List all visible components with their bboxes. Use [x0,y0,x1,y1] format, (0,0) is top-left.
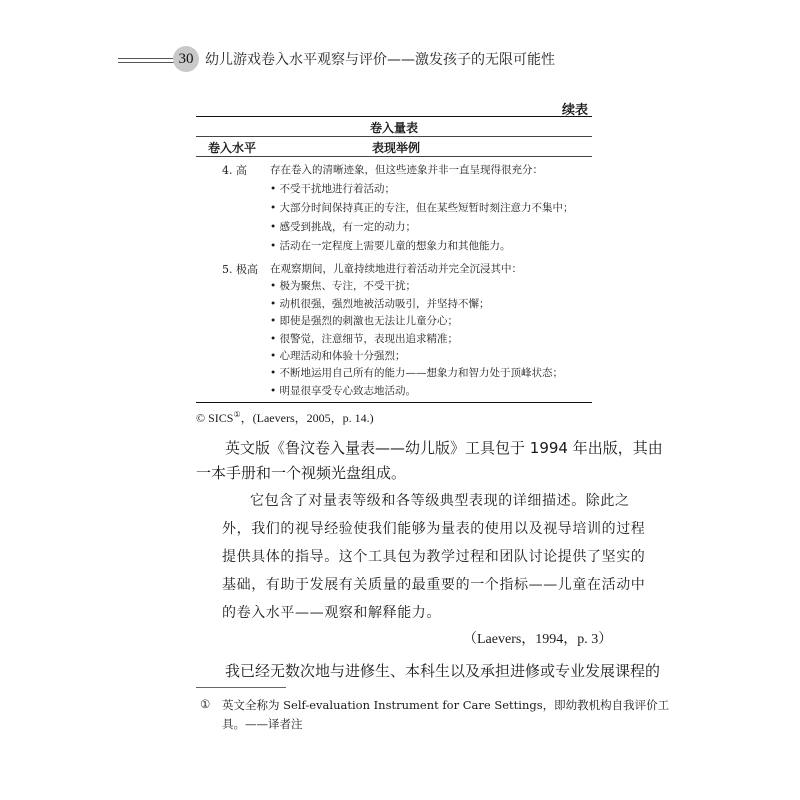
table-top-rule [196,116,592,117]
table-row-line: • 极为聚焦、专注，不受干扰； [270,280,417,293]
table-header-rule [196,156,592,157]
header-rule [118,58,176,59]
quote-line: 它包含了对量表等级和各等级典型表现的详细描述。除此之 [250,493,630,509]
running-title: 幼儿游戏卷入水平观察与评价——激发孩子的无限可能性 [205,52,555,68]
table-row-line: • 心理活动和体验十分强烈； [270,350,406,362]
page-number: 30 [173,46,199,72]
footnote-mark: ① [200,697,211,711]
quote-citation: （Laevers，1994，p. 3） [463,632,613,647]
footnote-line: 具。——译者注 [222,717,303,731]
source-suffix: ，(Laevers，2005，p. 14.) [240,411,374,425]
table-title: 卷入量表 [369,121,418,135]
table-row-line: • 即使是强烈的刺激也无法让儿童分心； [270,315,459,328]
table-row-line: • 动机很强，强烈地被活动吸引，并坚持不懈； [270,297,490,310]
table-row-line: • 很警觉，注意细节，表现出追求精准； [270,332,459,345]
table-source [196,409,374,426]
quote-line: 的卷入水平——观察和解释能力。 [222,605,441,621]
table-row-line: • 大部分时间保持真正的专注，但在某些短暂时刻注意力不集中； [270,202,574,214]
source-prefix: © SICS [196,411,234,425]
quote-line: 提供具体的指导。这个工具包为教学过程和团队讨论提供了坚实的 [222,549,646,565]
paragraph-line: 我已经无数次地与进修生、本科生以及承担进修或专业发展课程的 [225,662,661,680]
table-row-level: 5. 极高 [222,263,258,276]
table-row-line: • 不受干扰地进行着活动； [270,183,396,195]
table-continued-label: 续表 [562,103,589,118]
column-header-level: 卷入水平 [208,141,257,155]
table-row-line: • 活动在一定程度上需要儿童的想象力和其他能力。 [270,240,511,252]
footnote-ref: ① [233,410,241,419]
paragraph-line: 英文版《鲁汶卷入量表——幼儿版》工具包于 1994 年出版，其由 [225,439,663,457]
table-row-line: • 感受到挑战，有一定的动力； [270,221,417,233]
table-row-level: 4. 高 [222,164,247,177]
table-bottom-rule [196,402,592,403]
footnote-line: 英文全称为 Self-evaluation Instrument for Care Settings，即幼教机构自我评价工 [222,698,670,712]
table-row-line: • 不断地运用自己所有的能力——想象力和智力处于顶峰状态； [270,367,564,380]
paragraph-line: 一本手册和一个视频光盘组成。 [196,464,407,482]
table-title-rule [196,136,592,137]
table-row-line: 存在卷入的清晰迹象，但这些迹象并非一直呈现得很充分： [270,164,543,176]
table-row-line: • 明显很享受专心致志地活动。 [270,384,417,397]
footnote-rule [196,687,286,688]
column-header-example: 表现举例 [372,141,421,155]
quote-line: 外，我们的视导经验使我们能够为量表的使用以及视导培训的过程 [222,521,646,537]
table-row-line: 在观察期间，儿童持续地进行着活动并完全沉浸其中： [270,263,522,275]
header-rule [118,62,176,63]
quote-line: 基础，有助于发展有关质量的最重要的一个指标——儿童在活动中 [222,577,646,593]
